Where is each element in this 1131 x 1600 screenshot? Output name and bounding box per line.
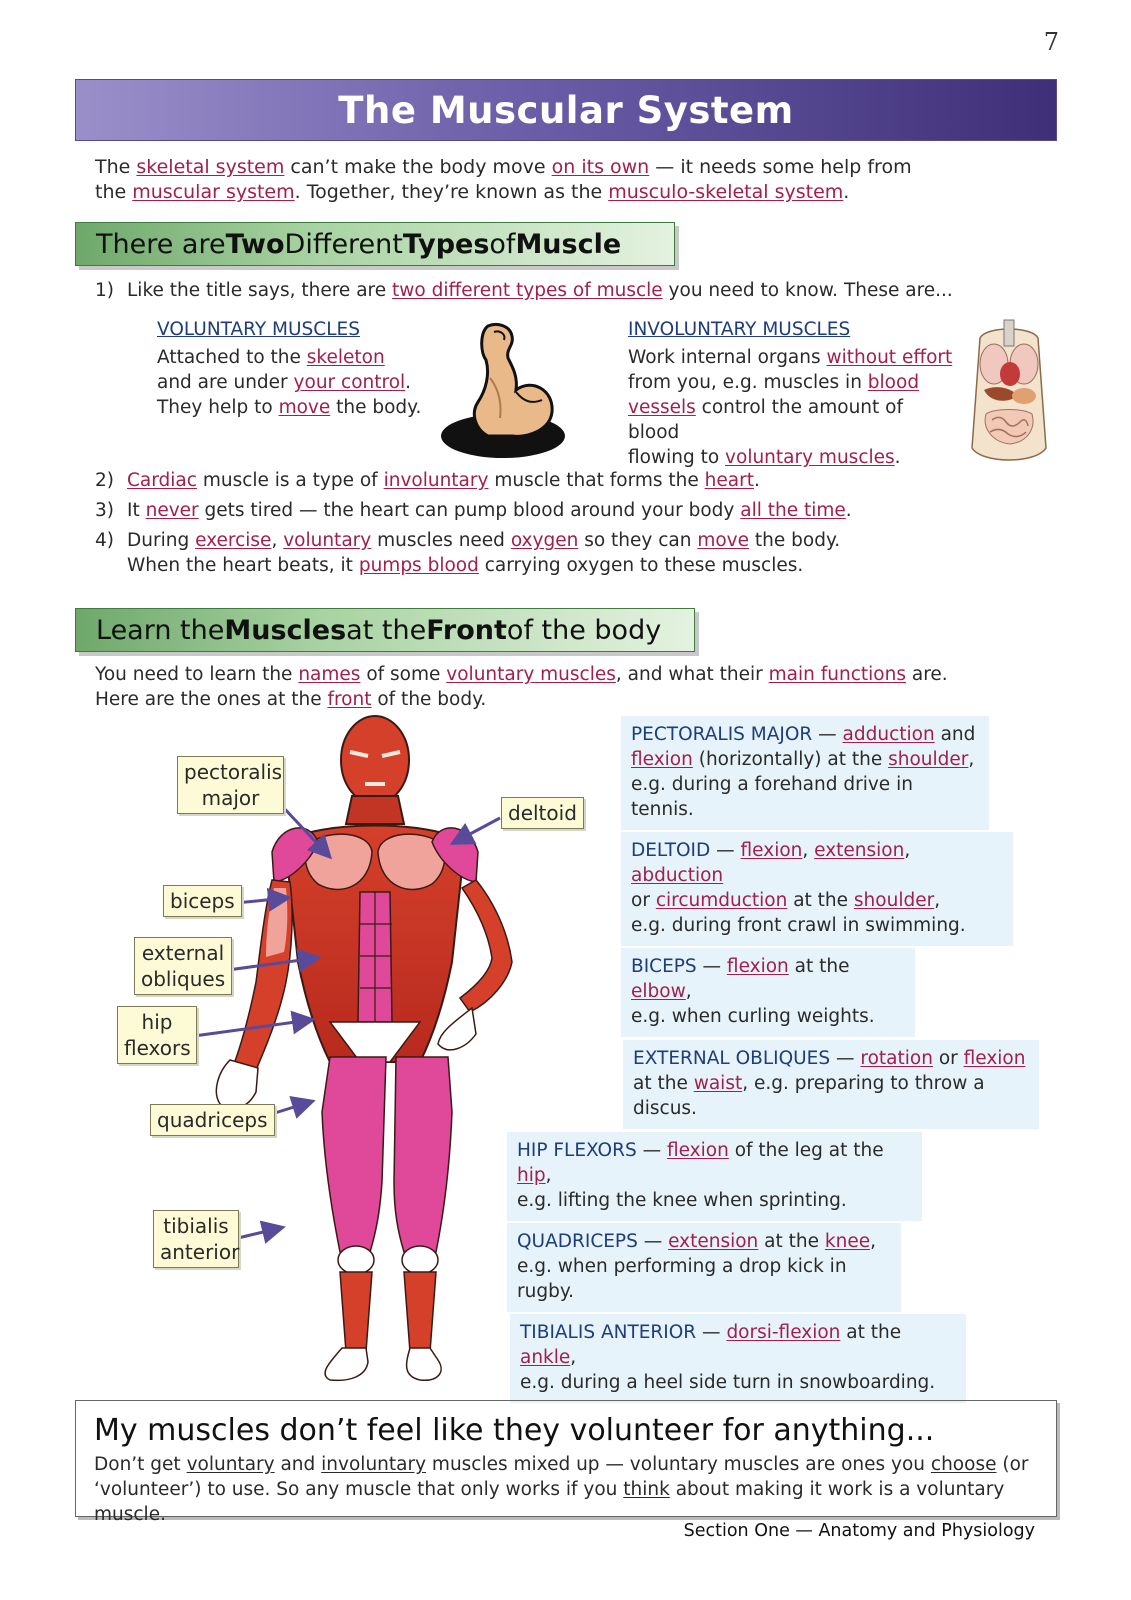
involuntary-muscles-block: INVOLUNTARY MUSCLES Work internal organs without effort from you, e.g. muscles in blood vessels control the amount of blood flowing to voluntary muscles. [628,317,958,470]
term-link: musculo-skeletal system [608,181,844,203]
voluntary-muscles-block: VOLUNTARY MUSCLES Attached to the skeleton and are under your control. They help to move the body. [157,317,457,420]
box-deltoid: DELTOID — flexion, extension, abduction or circumduction at the shoulder, e.g. during front crawl in swimming. [621,832,1013,946]
term-link: on its own [551,156,650,178]
label-pectoralis-major: pectoralis major [177,756,284,814]
summary-box [75,1400,1057,1525]
label-biceps: biceps [163,885,242,917]
label-quadriceps: quadriceps [150,1104,275,1136]
label-hip-flexors: hip flexors [117,1006,197,1064]
term-link: two different types of muscle [392,280,663,301]
box-biceps: BICEPS — flexion at the elbow, e.g. when curling weights. [621,948,915,1037]
box-quadriceps: QUADRICEPS — extension at the knee, e.g. when performing a drop kick in rugby. [507,1223,901,1312]
point-3: 3) It never gets tired — the heart can pump blood around your body all the time. [95,500,852,521]
page-number: 7 [1043,28,1059,56]
intro-paragraph: The skeletal system can’t make the body move on its own — it needs some help from the muscular system. Together, they’re known as the musculo-skeletal system. [95,156,912,203]
label-tibialis-anterior: tibialis anterior [153,1210,239,1268]
points-2-4: 2) Cardiac muscle is a type of involuntary muscle that forms the heart. 3) It never gets tired — the heart can pump blood around your body all the time. 4) During exercise, voluntary muscles need oxygen so they can move the body. When the heart beats, it pumps blood carrying oxygen to these muscles. [95,468,995,578]
point-4: 4) During exercise, voluntary muscles need oxygen so they can move the body. [95,530,841,551]
term-link: muscular system [132,181,295,203]
label-deltoid: deltoid [501,797,584,829]
involuntary-heading: INVOLUNTARY MUSCLES [628,319,851,340]
section-heading-muscle-types: There are Two Different Types of Muscle [75,222,675,266]
box-hip-flexors: HIP FLEXORS — flexion of the leg at the hip, e.g. lifting the knee when sprinting. [507,1132,922,1221]
voluntary-heading: VOLUNTARY MUSCLES [157,319,360,340]
page-title: The Muscular System [338,88,794,132]
label-external-obliques: external obliques [134,937,232,995]
box-external-obliques: EXTERNAL OBLIQUES — rotation or flexion at the waist, e.g. preparing to throw a discus. [623,1040,1039,1129]
summary-heading: My muscles don’t feel like they volunteer for anything... [94,1413,935,1448]
text: The [95,156,137,178]
term-link: skeletal system [136,156,285,178]
box-pectoralis-major: PECTORALIS MAJOR — adduction and flexion (horizontally) at the shoulder, e.g. during a forehand drive in tennis. [621,716,989,830]
section-heading-front-muscles: Learn the Muscles at the Front of the body [75,608,695,652]
box-tibialis-anterior: TIBIALIS ANTERIOR — dorsi-flexion at the ankle, e.g. during a heel side turn in snowboarding. [510,1314,966,1403]
summary-text: Don’t get voluntary and involuntary muscles mixed up — voluntary muscles are ones you choose (or ‘volunteer’) to use. So any muscle that only works if you think about making it work is a voluntary muscle. [94,1454,1029,1525]
point-2: 2) Cardiac muscle is a type of involuntary muscle that forms the heart. [95,470,760,491]
front-muscles-intro: You need to learn the names of some voluntary muscles, and what their main functions are. Here are the ones at the front of the body. [95,664,948,710]
section-footer: Section One — Anatomy and Physiology [683,1521,1035,1541]
point-1: 1) Like the title says, there are two different types of muscle you need to know. These are... [95,280,953,301]
